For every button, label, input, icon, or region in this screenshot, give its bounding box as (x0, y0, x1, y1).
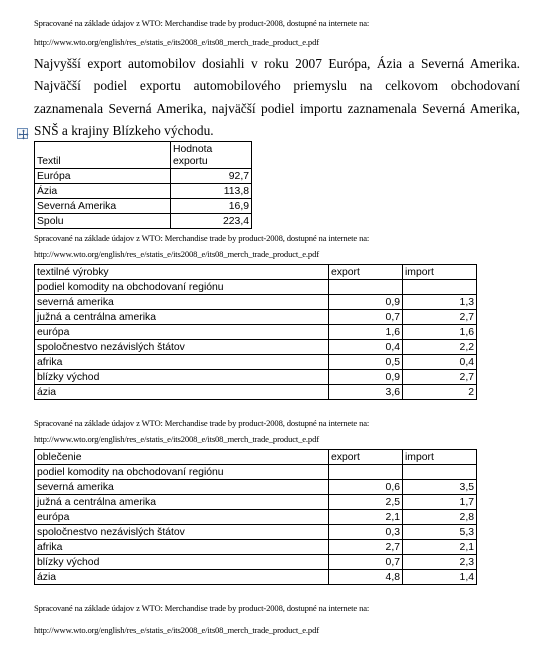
import-cell: 2,8 (403, 510, 477, 525)
empty-cell (403, 280, 477, 295)
import-cell: 2 (403, 385, 477, 400)
region-cell: blízky východ (35, 370, 329, 385)
export-cell: 2,5 (329, 495, 403, 510)
subheader-cell: podiel komodity na obchodovaní regiónu (35, 280, 329, 295)
empty-cell (329, 465, 403, 480)
table-row (35, 540, 477, 555)
value-cell: 16,9 (171, 199, 252, 214)
import-cell: 0,4 (403, 355, 477, 370)
region-cell: Spolu (35, 214, 171, 229)
source-note-line1: Spracované na základe údajov z WTO: Merchandise trade by product-2008, dostupné na internete na: (34, 18, 370, 28)
import-cell: 1,6 (403, 325, 477, 340)
value-cell: 223,4 (171, 214, 252, 229)
region-cell: južná a centrálna amerika (35, 495, 329, 510)
table-row (35, 525, 477, 540)
import-cell: 1,4 (403, 570, 477, 585)
region-cell: ázia (35, 385, 329, 400)
import-cell: 2,2 (403, 340, 477, 355)
export-cell: 0,7 (329, 555, 403, 570)
region-cell: afrika (35, 355, 329, 370)
textile-products-table (34, 264, 477, 400)
import-cell: 1,7 (403, 495, 477, 510)
region-cell: severná amerika (35, 295, 329, 310)
table-row (35, 385, 477, 400)
source-note-url: http://www.wto.org/english/res_e/statis_e/its2008_e/its08_merch_trade_product_e.pdf (34, 37, 319, 47)
table-row (35, 325, 477, 340)
source-note-line1: Spracované na základe údajov z WTO: Merchandise trade by product-2008, dostupné na internete na: (34, 603, 370, 613)
export-cell: 0,5 (329, 355, 403, 370)
header-cell: oblečenie (35, 450, 329, 465)
header-cell: import (403, 450, 477, 465)
region-cell: severná amerika (35, 480, 329, 495)
region-cell: európa (35, 510, 329, 525)
export-cell: 0,6 (329, 480, 403, 495)
header-cell: Hodnota exportu (171, 142, 252, 169)
table-row (35, 555, 477, 570)
table-row (35, 510, 477, 525)
header-cell: Textil (35, 142, 171, 169)
body-paragraph: Najvyšší export automobilov dosiahli v roku 2007 Európa, Ázia a Severná Amerika. Najväčší podiel exportu automobilového priemyslu na celkovom obchodovaní zaznamenala Severná Amerika, najväčší podiel importu zaznamenala Severná Amerika, SNŠ a krajiny Blízkeho východu. (34, 56, 520, 138)
empty-cell (403, 465, 477, 480)
source-note-line1: Spracované na základe údajov z WTO: Merchandise trade by product-2008, dostupné na internete na: (34, 233, 370, 243)
export-cell: 4,8 (329, 570, 403, 585)
region-cell: ázia (35, 570, 329, 585)
table-row (35, 570, 477, 585)
export-cell: 0,7 (329, 310, 403, 325)
value-cell: 92,7 (171, 169, 252, 184)
header-cell: export (329, 450, 403, 465)
region-cell: spoločnestvo nezávislých štátov (35, 340, 329, 355)
region-cell: Ázia (35, 184, 171, 199)
source-note-url: http://www.wto.org/english/res_e/statis_e/its2008_e/its08_merch_trade_product_e.pdf (34, 625, 319, 635)
table-row (35, 355, 477, 370)
export-cell: 3,6 (329, 385, 403, 400)
import-cell: 2,1 (403, 540, 477, 555)
table-subheader-row (35, 465, 477, 480)
region-cell: afrika (35, 540, 329, 555)
textile-export-table (34, 141, 252, 229)
export-cell: 2,1 (329, 510, 403, 525)
table-header-row (35, 142, 252, 169)
region-cell: európa (35, 325, 329, 340)
table-row (35, 295, 477, 310)
table-row (35, 310, 477, 325)
region-cell: Európa (35, 169, 171, 184)
region-cell: blízky východ (35, 555, 329, 570)
header-cell: import (403, 265, 477, 280)
table-move-handle[interactable] (17, 128, 28, 139)
export-cell: 2,7 (329, 540, 403, 555)
region-cell: Severná Amerika (35, 199, 171, 214)
source-note-line1: Spracované na základe údajov z WTO: Merchandise trade by product-2008, dostupné na internete na: (34, 418, 370, 428)
import-cell: 3,5 (403, 480, 477, 495)
header-cell: export (329, 265, 403, 280)
export-cell: 0,9 (329, 370, 403, 385)
export-cell: 0,3 (329, 525, 403, 540)
empty-cell (329, 280, 403, 295)
source-note-url: http://www.wto.org/english/res_e/statis_e/its2008_e/its08_merch_trade_product_e.pdf (34, 249, 319, 259)
export-cell: 1,6 (329, 325, 403, 340)
table-row (35, 495, 477, 510)
table-row (35, 480, 477, 495)
table-row (35, 340, 477, 355)
table-row (35, 169, 252, 184)
table-header-row (35, 265, 477, 280)
header-cell: textilné výrobky (35, 265, 329, 280)
import-cell: 1,3 (403, 295, 477, 310)
import-cell: 2,7 (403, 370, 477, 385)
table-subheader-row (35, 280, 477, 295)
subheader-cell: podiel komodity na obchodovaní regiónu (35, 465, 329, 480)
table-row (35, 370, 477, 385)
source-note-url: http://www.wto.org/english/res_e/statis_e/its2008_e/its08_merch_trade_product_e.pdf (34, 434, 319, 444)
table-row (35, 214, 252, 229)
import-cell: 5,3 (403, 525, 477, 540)
export-cell: 0,4 (329, 340, 403, 355)
export-cell: 0,9 (329, 295, 403, 310)
import-cell: 2,3 (403, 555, 477, 570)
import-cell: 2,7 (403, 310, 477, 325)
region-cell: spoločnestvo nezávislých štátov (35, 525, 329, 540)
move-arrows-icon (18, 129, 29, 140)
value-cell: 113,8 (171, 184, 252, 199)
region-cell: južná a centrálna amerika (35, 310, 329, 325)
table-row (35, 184, 252, 199)
clothing-table (34, 449, 477, 585)
table-header-row (35, 450, 477, 465)
table-row (35, 199, 252, 214)
